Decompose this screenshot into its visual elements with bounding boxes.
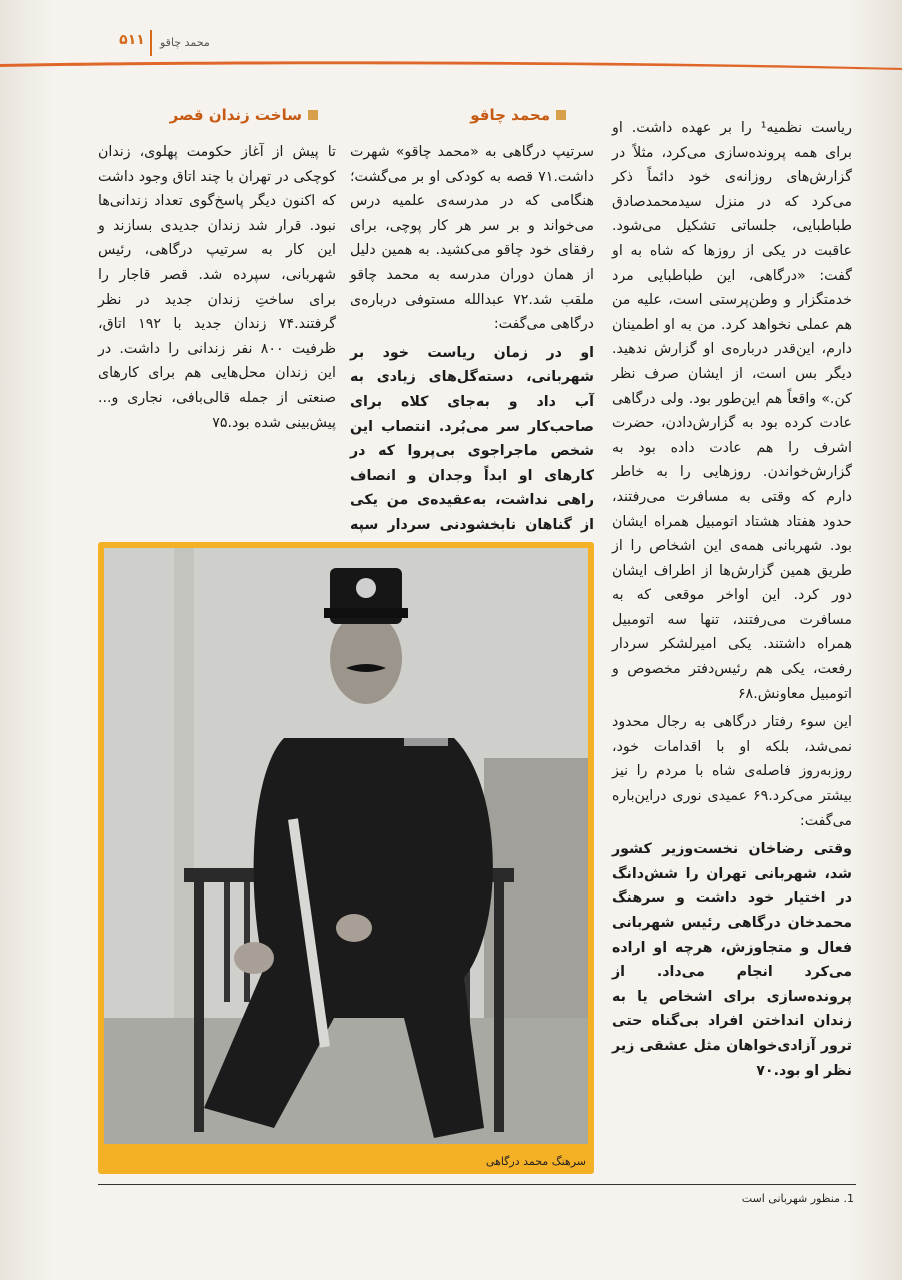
heading-marker-icon xyxy=(556,110,566,120)
portrait-photo xyxy=(104,548,588,1144)
column-right xyxy=(612,116,852,1083)
footnote-rule xyxy=(98,1184,856,1185)
paragraph: تا پیش از آغاز حکومت پهلوی، زندان کوچکی در تهران با چند اتاق وجود داشت که اکنون دیگر پاسخ‌گوی تعداد زندانی‌ها نبود. قرار شد زندان جدیدی بسازند و این کار به سرتیپ درگاهی، رئیس شهربانی، سپرده شد. قصر قاجار را برای ساختِ زندان جدید در نظر گرفتند.۷۴ زندان جدید با ۱۹۲ اتاق، ظرفیت ۸۰۰ نفر زندانی را داشت. در این زندان محل‌هایی هم برای کارهای صنعتی از جمله قالی‌بافی، نجاری و... پیش‌بینی شده بود.۷۵ xyxy=(98,144,337,431)
heading-chaghoo-text: محمد چاقو xyxy=(470,106,550,124)
portrait-illustration xyxy=(104,548,588,1144)
quote-paragraph: او در زمان ریاست خود بر شهربانی، دسته‌گل‌های زیادی به آب داد و به‌جای کلاه برای صاحب‌کار سر می‌بُرد. انتصاب این شخص ماجراجوی بی‌پروا که در کارهای او ابداً وجدان و انصاف راهی نداشت، به‌عقیده‌ی من یکی از گناهان نابخشودنی سردار سپه xyxy=(350,344,594,533)
paragraph: این سوء رفتار درگاهی به رجال محدود نمی‌شد، بلکه او با اقدامات خود، روزبه‌روز فاصله‌ی شاه با مردم را نیز بیشتر می‌کرد.۶۹ عمیدی نوری دراین‌باره می‌گفت: xyxy=(612,714,852,829)
heading-prison-text: ساخت زندان قصر xyxy=(169,106,302,124)
heading-prison xyxy=(170,106,318,124)
header-rule xyxy=(0,58,902,70)
figure-caption: سرهنگ محمد درگاهی xyxy=(485,1155,586,1168)
figure-frame xyxy=(98,542,594,1174)
page-number: ۵۱۱ xyxy=(119,32,145,48)
heading-chaghoo xyxy=(470,106,566,124)
header-divider xyxy=(150,30,152,56)
quote-paragraph: وقتی رضاخان نخست‌وزیر کشور شد، شهربانی تهران را شش‌دانگ در اختیار خود داشت و سرهنگ محمدخان درگاهی رئیس شهربانی فعال و متجاوزش، هرچه او اراده می‌کرد انجام می‌داد. از پرونده‌سازی برای اشخاص یا به زندان انداختن افراد بی‌گناه حتی ترور آزادی‌خواهان مثل عشقی زیر نظر او بود.۷۰ xyxy=(612,841,852,1079)
paragraph: ریاست نظمیه¹ را بر عهده داشت. او برای همه پرونده‌سازی می‌کرد، مثلاً در گزارش‌های روزانه‌ی خود دائماً ذکر می‌کرد که در منزل سیدمحمدصادق طباطبایی، جلساتی تشکیل می‌شود. عاقبت در یکی از روزها که شاه به او گفت: «درگاهی، این طباطبایی مرد خدمتگزار و وطن‌پرستی است، علیه من هم عملی نخواهد کرد. من به او اطمینان دارم، این‌قدر درباره‌ی او گزارش ندهید. دیگر بس است، از ایشان صرف نظر کن.» واقعاً هم این‌طور بود. ولی درگاهی عادت کرده بود به گزارش‌دادن، حضرت اشرف را هم عادت داده بود به گزارش‌خواندن. روزهایی را به خاطر دارم که وقتی به مسافرت می‌رفتند، حدود هفتاد هشتاد اتومبیل همراه ایشان بود. شهربانی همه‌ی این اشخاص را از طریق همین گزارش‌ها از اطراف ایشان دور کرد. این اواخر موقعی که به مسافرت می‌رفتند، تنها سه اتومبیل همراه داشتند. یکی امیرلشکر سردار رفعت، یکی هم رئیس‌دفتر مخصوص و اتومبیل معاونش.۶۸ xyxy=(612,120,852,702)
footnote: 1. منظور شهربانی است xyxy=(741,1192,854,1205)
column-middle xyxy=(350,140,594,562)
running-head: محمد چاقو xyxy=(160,36,210,49)
column-left xyxy=(98,140,336,435)
paragraph: سرتیپ درگاهی به «محمد چاقو» شهرت داشت.۷۱ قصه به کودکی او بر می‌گشت؛ هنگامی که در مدرسه‌ی علمیه درس می‌خواند و بر سر هر کار پوچی، برای رفقای خود چاقو می‌کشید. به همین دلیل از همان دوران مدرسه به محمد چاقو ملقب شد.۷۲ عبدالله مستوفی درباره‌ی درگاهی می‌گفت: xyxy=(350,144,594,333)
heading-marker-icon xyxy=(308,110,318,120)
